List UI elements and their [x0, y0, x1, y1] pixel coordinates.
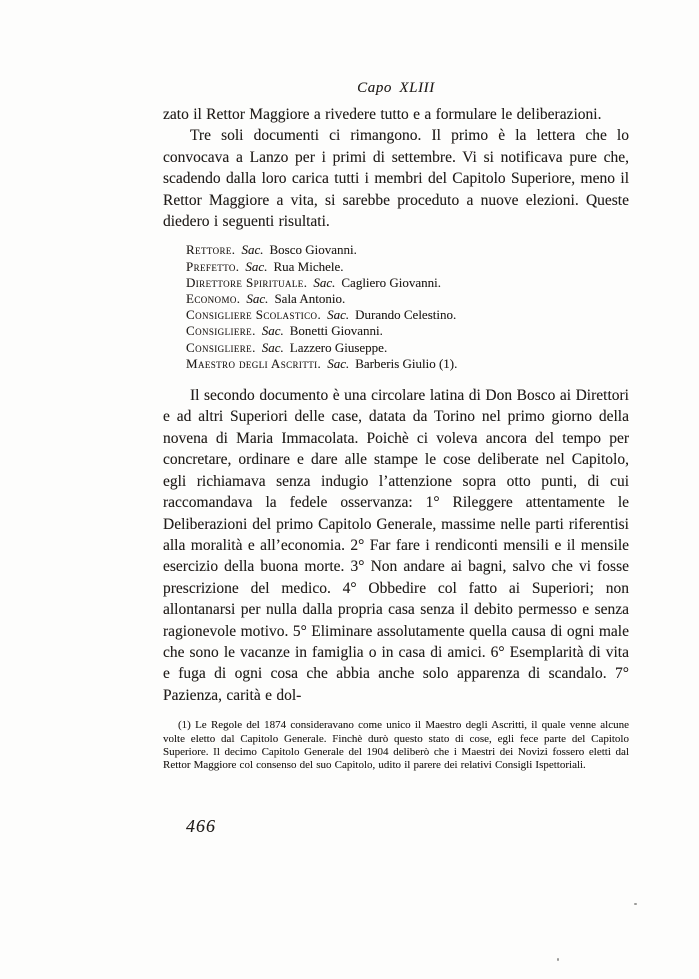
official-name: Sala Antonio. [274, 291, 346, 307]
official-role: Consigliere. [186, 323, 256, 339]
paragraph-circular: Il secondo documento è una circolare latina di Don Bosco ai Direttori e ad altri Superiori delle case, datata da Torino nel primo giorno della novena di Maria Immacolata. Poichè ci voleva ancora del tempo per concretare, ordinare e dare alle stampe le cose deliberate nel Capitolo, egli richiamava senza indugio l’attenzione sopra otto punti, di cui raccomandava la fedele osservanza: 1° Rileggere attentamente le Deliberazioni del primo Capitolo Generale, massime nelle parti riferentisi alla moralità e all’economia. 2° Far fare i rendiconti mensili e il mensile esercizio della buona morte. 3° Non andare ai bagni, salvo che vi fosse prescrizione del medico. 4° Obbedire col fatto ai Superiori; non allontanarsi per nulla dalla propria casa senza il debito permesso e senza ragionevole motivo. 5° Eliminare assolutamente quella causa di ogni male che sono le vacanze in famiglia o in casa di amici. 6° Esemplarità di vita e fuga di ogni cosa che abbia anche solo apparenza di scandalo. 7° Pazienza, carità e dol- [163, 387, 629, 704]
paragraph-documents: Tre soli documenti ci rimangono. Il primo è la lettera che lo convocava a Lanzo per i primi di settembre. Vi si notificava pure che, scadendo dalla loro carica tutti i membri del Capitolo Superiore, meno il Rettor Maggiore a vita, si sarebbe proceduto a nuove elezioni. Queste diedero i seguenti risultati. [163, 127, 629, 231]
official-name: Bosco Giovanni. [269, 242, 357, 258]
official-title: Sac. [261, 339, 284, 355]
text-block [163, 104, 629, 773]
running-head-chapter: Capo XLIII [357, 80, 435, 96]
official-title: Sac. [327, 355, 350, 371]
official-name: Barberis Giulio (1). [355, 355, 458, 371]
official-name: Cagliero Giovanni. [341, 274, 442, 290]
official-title: Sac. [246, 291, 269, 307]
footnote: (1) Le Regole del 1874 consideravano come unico il Maestro degli Ascritti, il quale venne alcune volte eletto dal Capitolo Generale. Finchè durò questo stato di cose, egli fece parte del Capitolo Superiore. Il decimo Capitolo Generale del 1904 deliberò che i Maestri dei Novizi fossero eletti dal Rettor Maggiore col consenso del suo Capitolo, udito il parere dei relativi Consigli Ispettoriali. [163, 719, 629, 772]
official-role: Prefetto. [186, 258, 240, 274]
scan-speck [557, 958, 559, 961]
list-item-consigliere-scolastico [186, 307, 629, 323]
list-item-direttore-spirituale [186, 275, 629, 291]
official-name: Rua Michele. [273, 258, 344, 274]
list-item-prefetto [186, 259, 629, 275]
official-role: Direttore Spirituale. [186, 274, 308, 290]
official-name: Durando Celestino. [355, 307, 457, 323]
official-title: Sac. [313, 274, 336, 290]
official-title: Sac. [327, 307, 350, 323]
official-name: Lazzero Giuseppe. [289, 339, 388, 355]
list-item-consigliere-1 [186, 323, 629, 339]
list-item-consigliere-2 [186, 340, 629, 356]
official-role: Maestro degli Ascritti. [186, 355, 322, 371]
official-title: Sac. [245, 258, 268, 274]
official-role: Consigliere. [186, 339, 256, 355]
official-role: Rettore. [186, 242, 236, 258]
list-item-rettore [186, 242, 629, 258]
list-item-maestro-ascritti [186, 356, 629, 372]
scan-speck [634, 903, 637, 905]
official-title: Sac. [261, 323, 284, 339]
official-role: Consigliere Scolastico. [186, 307, 322, 323]
official-title: Sac. [241, 242, 264, 258]
officials-list [163, 242, 629, 372]
paragraph-continuation: zato il Rettor Maggiore a rivedere tutto e a formulare le deliberazioni. [163, 106, 602, 123]
official-name: Bonetti Giovanni. [289, 323, 383, 339]
list-item-economo [186, 291, 629, 307]
page-number: 466 [186, 816, 216, 836]
official-role: Economo. [186, 291, 241, 307]
